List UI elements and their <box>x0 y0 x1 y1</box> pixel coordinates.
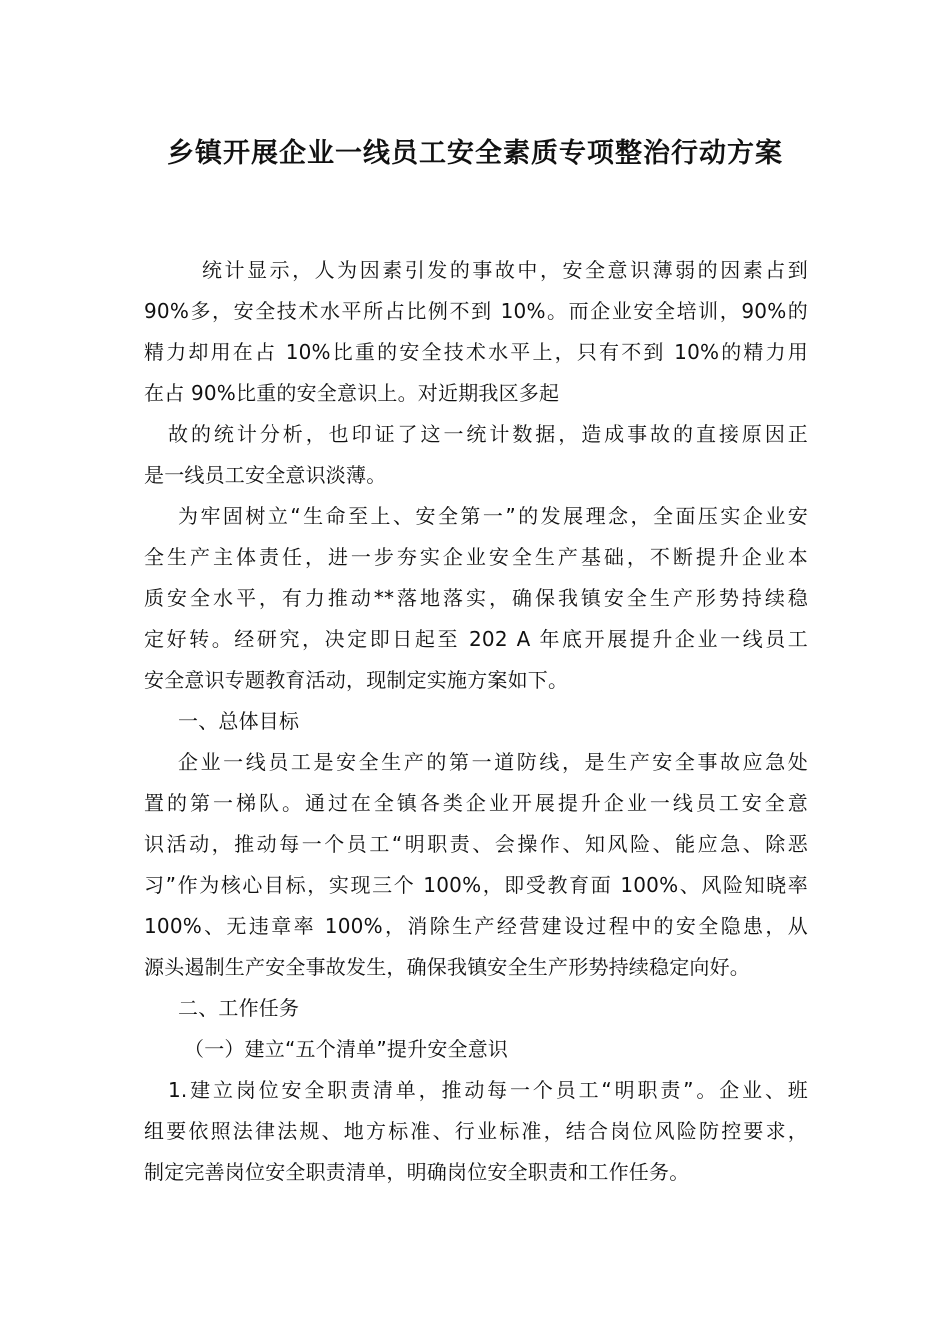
paragraph-line: 为牢固树立“生命至上、安全第一”的发展理念，全面压实企业安 <box>178 504 808 528</box>
paragraph-line: 90%多，安全技术水平所占比例不到 10%。而企业安全培训，90%的 <box>144 299 808 323</box>
paragraph-line: 在占 90%比重的安全意识上。对近期我区多起 <box>144 381 560 405</box>
section-heading: 二、工作任务 <box>178 996 300 1020</box>
paragraph-line: 故的统计分析，也印证了这一统计数据，造成事故的直接原因正 <box>168 422 808 446</box>
paragraph-line: 识活动，推动每一个员工“明职责、会操作、知风险、能应急、除恶 <box>144 832 808 856</box>
paragraph-line: 定好转。经研究，决定即日起至 202 A 年底开展提升企业一线员工 <box>144 627 808 651</box>
paragraph-line: 100%、无违章率 100%，消除生产经营建设过程中的安全隐患，从 <box>144 914 808 938</box>
paragraph-line: 统计显示，人为因素引发的事故中，安全意识薄弱的因素占到 <box>202 258 808 282</box>
subsection-heading: （一）建立“五个清单”提升安全意识 <box>184 1037 509 1061</box>
section-heading: 一、总体目标 <box>178 709 300 733</box>
document-body <box>144 250 808 1193</box>
paragraph-line: 制定完善岗位安全职责清单，明确岗位安全职责和工作任务。 <box>144 1160 690 1184</box>
paragraph-line: 精力却用在占 10%比重的安全技术水平上，只有不到 10%的精力用 <box>144 340 808 364</box>
paragraph-line: 源头遏制生产安全事故发生，确保我镇安全生产形势持续稳定向好。 <box>144 955 750 979</box>
paragraph-line: 组要依照法律法规、地方标准、行业标准，结合岗位风险防控要求， <box>144 1119 808 1143</box>
paragraph-line: 全生产主体责任，进一步夯实企业安全生产基础，不断提升企业本 <box>144 545 808 569</box>
paragraph-line: 质安全水平，有力推动**落地落实，确保我镇安全生产形势持续稳 <box>144 586 808 610</box>
paragraph-line: 是一线员工安全意识淡薄。 <box>144 463 387 487</box>
document-title: 乡镇开展企业一线员工安全素质专项整治行动方案 <box>167 138 783 169</box>
paragraph-line: 安全意识专题教育活动，现制定实施方案如下。 <box>144 668 569 692</box>
paragraph-line: 1.建立岗位安全职责清单，推动每一个员工“明职责”。企业、班 <box>168 1078 808 1102</box>
paragraph-line: 企业一线员工是安全生产的第一道防线，是生产安全事故应急处 <box>178 750 808 774</box>
paragraph-line: 置的第一梯队。通过在全镇各类企业开展提升企业一线员工安全意 <box>144 791 808 815</box>
paragraph-line: 习”作为核心目标，实现三个 100%，即受教育面 100%、风险知晓率 <box>144 873 808 897</box>
